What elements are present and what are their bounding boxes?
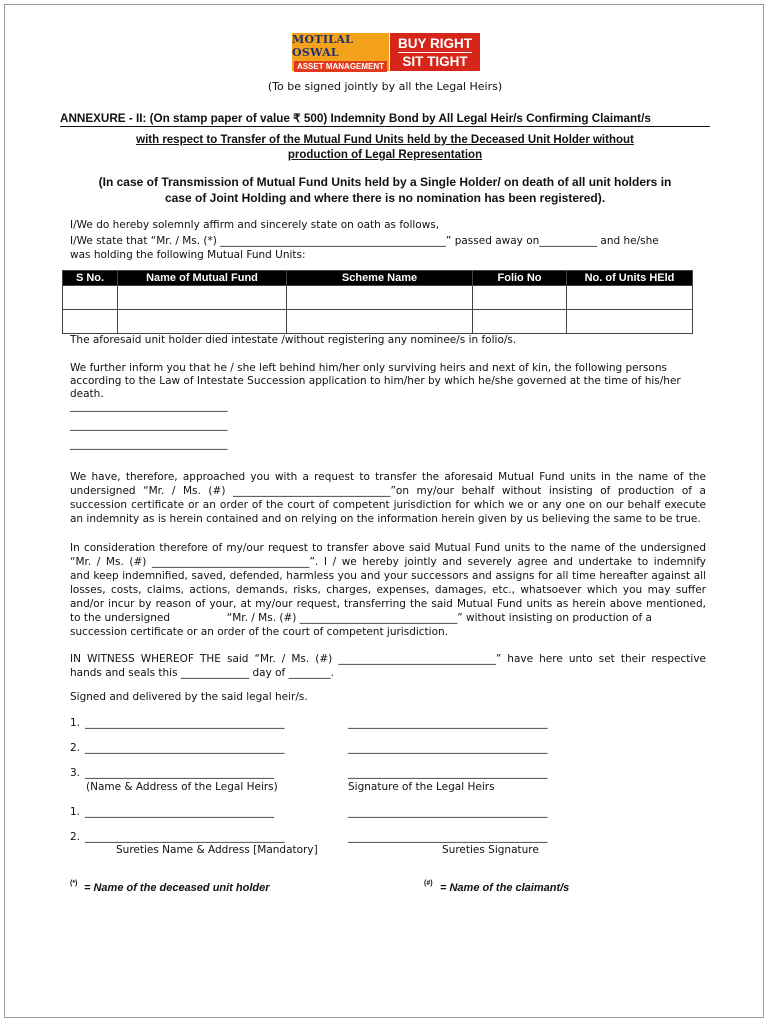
table-row xyxy=(63,286,693,310)
surety-number-2: 2. xyxy=(70,831,81,843)
logo-tagline-2: SIT TIGHT xyxy=(402,53,468,69)
table-cell[interactable] xyxy=(63,310,118,334)
deceased-line: I/We state that “Mr. / Ms. (*) ___________________________________________” passed away on___________ and he/she xyxy=(70,235,659,247)
footnote-star-text: = Name of the deceased unit holder xyxy=(84,882,270,894)
logo-tagline-block xyxy=(389,33,480,71)
transmission-note-2: case of Joint Holding and where there is no nomination has been registered). xyxy=(164,191,606,205)
surety-number-1: 1. xyxy=(70,806,81,818)
heir-name-line-3[interactable]: ____________________________________ xyxy=(85,767,274,779)
logo-company-name: MOTILAL OSWAL xyxy=(292,32,354,59)
col-units-held: No. of Units HEld xyxy=(567,271,693,286)
consideration-line-7: succession certificate or an order of the court of competent jurisdiction. xyxy=(70,626,448,638)
logo-tagline-1: BUY RIGHT xyxy=(397,35,472,51)
surety-name-line-2[interactable]: ______________________________________ xyxy=(85,831,285,843)
surety-name-caption: Sureties Name & Address [Mandatory] xyxy=(116,844,318,856)
table-cell[interactable] xyxy=(287,286,473,310)
witness-line-1: IN WITNESS WHEREOF THE said “Mr. / Ms. (#) ______________________________” have here unto set their respective xyxy=(70,653,706,665)
col-folio-no: Folio No xyxy=(473,271,567,286)
surety-signature-line-1[interactable]: ______________________________________ xyxy=(348,806,548,818)
company-logo xyxy=(292,33,480,71)
heir-signature-line-1[interactable]: ______________________________________ xyxy=(348,717,548,729)
surety-signature-line-2[interactable]: ______________________________________ xyxy=(348,831,548,843)
table-row xyxy=(63,310,693,334)
consideration-line-2: “Mr. / Ms. (#) ______________________________”. I / we hereby jointly and severely agree and undertake to indemnify xyxy=(70,556,706,568)
table-cell[interactable] xyxy=(473,310,567,334)
table-cell[interactable] xyxy=(118,310,287,334)
mutual-fund-units-table xyxy=(62,270,693,334)
heir-blank-line[interactable]: ______________________________ xyxy=(70,400,228,412)
table-cell[interactable] xyxy=(63,286,118,310)
footnote-star-mark: (*) xyxy=(70,880,78,887)
signing-note: (To be signed jointly by all the Legal Heirs) xyxy=(267,80,503,93)
heir-number-3: 3. xyxy=(70,767,81,779)
consideration-line-6: to the undersigned “Mr. / Ms. (#) ______________________________” without insisting on production of a xyxy=(70,612,652,624)
annexure-subtitle-1 xyxy=(0,134,770,146)
witness-line-2: hands and seals this _____________ day of ________. xyxy=(70,667,334,679)
annexure-title: ANNEXURE - II: (On stamp paper of value ₹ 500) Indemnity Bond by All Legal Heir/s Confirming Claimant/s xyxy=(60,111,710,127)
table-cell[interactable] xyxy=(287,310,473,334)
request-paragraph-1: We have, therefore, approached you with a request to transfer the aforesaid Mutual Fund units in the name of the xyxy=(70,471,706,483)
table-cell[interactable] xyxy=(567,310,693,334)
annexure-subtitle-2 xyxy=(0,149,770,161)
heir-number-1: 1. xyxy=(70,717,81,729)
intestate-statement: The aforesaid unit holder died intestate /without registering any nominee/s in folio/s. xyxy=(70,334,517,346)
surety-signature-caption: Sureties Signature xyxy=(442,844,539,856)
heir-signature-line-3[interactable]: ______________________________________ xyxy=(348,767,548,779)
heir-name-caption: (Name & Address of the Legal Heirs) xyxy=(86,781,278,793)
heir-number-2: 2. xyxy=(70,742,81,754)
table-cell[interactable] xyxy=(567,286,693,310)
consideration-line-1: In consideration therefore of my/our request to transfer above said Mutual Fund units to the name of the undersigned xyxy=(70,542,706,554)
table-header-row xyxy=(63,271,693,286)
heirs-paragraph-1: We further inform you that he / she left behind him/her only surviving heirs and next of kin, the following persons xyxy=(70,362,667,374)
heir-blank-line[interactable]: ______________________________ xyxy=(70,438,228,450)
footnote-hash-mark: (#) xyxy=(424,880,433,887)
logo-company-subtitle: ASSET MANAGEMENT xyxy=(294,61,387,72)
holding-line: was holding the following Mutual Fund Units: xyxy=(70,249,306,261)
request-paragraph-4: an indemnity as is herein contained and on relying on the information herein given by us believing the same to be true. xyxy=(70,513,701,525)
request-paragraph-3: succession certificate or an order of the court of competent jurisdiction for which we or any one on our behalf execute xyxy=(70,499,706,511)
heir-name-line-2[interactable]: ______________________________________ xyxy=(85,742,285,754)
request-paragraph-2: undersigned “Mr. / Ms. (#) ______________________________”on my/our behalf without insisting of production of a xyxy=(70,485,706,497)
footnote-hash-text: = Name of the claimant/s xyxy=(440,882,570,894)
col-fund-name: Name of Mutual Fund xyxy=(118,271,287,286)
logo-brand-block xyxy=(292,33,389,71)
heir-name-line-1[interactable]: ______________________________________ xyxy=(85,717,285,729)
consideration-line-4: losses, costs, claims, actions, demands, risks, charges, expenses, damages, etc., whatsoever which you may suffer xyxy=(70,584,706,596)
heirs-paragraph-2: according to the Law of Intestate Succession application to him/her by which he/she governed at the time of his/her xyxy=(70,375,681,387)
affirm-line: I/We do hereby solemnly affirm and sincerely state on oath as follows, xyxy=(70,219,440,231)
annexure-subtitle-1-text: with respect to Transfer of the Mutual Fund Units held by the Deceased Unit Holder without xyxy=(136,134,634,146)
heir-blank-line[interactable]: ______________________________ xyxy=(70,419,228,431)
annexure-subtitle-2-text: production of Legal Representation xyxy=(287,149,483,161)
col-s-no: S No. xyxy=(63,271,118,286)
col-scheme-name: Scheme Name xyxy=(287,271,473,286)
table-cell[interactable] xyxy=(118,286,287,310)
transmission-note-1: (In case of Transmission of Mutual Fund Units held by a Single Holder/ on death of all unit holders in xyxy=(98,175,672,189)
signed-delivered-text: Signed and delivered by the said legal heir/s. xyxy=(70,691,308,703)
heirs-paragraph-3: death. xyxy=(70,388,104,400)
table-cell[interactable] xyxy=(473,286,567,310)
heir-signature-caption: Signature of the Legal Heirs xyxy=(348,781,495,793)
surety-name-line-1[interactable]: ____________________________________ xyxy=(85,806,274,818)
heir-signature-line-2[interactable]: ______________________________________ xyxy=(348,742,548,754)
consideration-line-3: and keep indemnified, saved, defended, harmless you and your successors and assigns for all time hereafter against all xyxy=(70,570,706,582)
consideration-line-5: and/or incur by reason of your, at my/our request, transferring the said Mutual Fund units as herein above mentioned, xyxy=(70,598,706,610)
